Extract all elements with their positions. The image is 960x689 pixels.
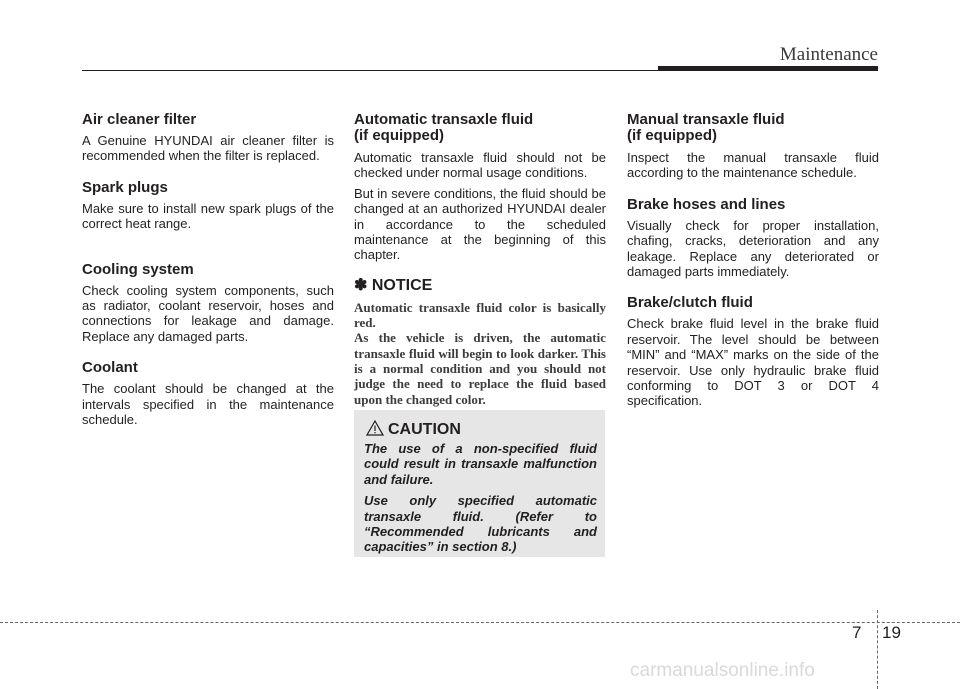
page-header-title: Maintenance (779, 44, 878, 65)
section-spark-plugs (82, 180, 334, 232)
footer-rule (0, 622, 960, 623)
section-title (627, 112, 879, 144)
section-title: Cooling system (82, 260, 194, 278)
caution-title: CAUTION (388, 421, 461, 438)
header-rule (82, 70, 658, 71)
notice-title: ✽ NOTICE (354, 276, 433, 294)
section-title (354, 112, 606, 144)
section-cooling-system (82, 262, 334, 345)
column-2 (354, 112, 606, 407)
title-line-2: (if equipped) (627, 127, 717, 144)
section-air-cleaner (82, 112, 334, 164)
caution-box (354, 410, 605, 557)
caution-text: The use of a non-specified fluid could result in transaxle malfunction and failure. (364, 441, 597, 487)
warning-triangle-icon (366, 420, 384, 436)
paragraph: Automatic transaxle fluid should not be checked under normal usage conditions. (354, 150, 606, 181)
section-body: Check brake fluid level in the brake fluid reservoir. The level should be between “MIN” and “MAX” marks on the side of the reservoir. Use only hydraulic brake fluid conforming to DOT 3 or DOT 4 specification. (627, 316, 879, 409)
column-1 (82, 112, 334, 443)
section-title: Coolant (82, 359, 138, 377)
section-body: The coolant should be changed at the intervals specified in the maintenance schedule. (82, 381, 334, 428)
section-brake-hoses (627, 197, 879, 280)
column-3 (627, 112, 879, 425)
section-body: A Genuine HYUNDAI air cleaner filter is recommended when the filter is replaced. (82, 133, 334, 164)
paragraph: But in severe conditions, the fluid should be changed at an authorized HYUNDAI dealer in accordance to the scheduled maintenance at the beginning of this chapter. (354, 185, 606, 263)
notice-text: As the vehicle is driven, the automatic transaxle fluid will begin to look darker. This is a normal condition and you should not judge the need to replace the fluid based upon the changed color. (354, 330, 606, 407)
watermark: carmanualsonline.info (630, 660, 815, 681)
page-number: 19 (882, 623, 901, 642)
section-coolant (82, 360, 334, 427)
notice-text: Automatic transaxle fluid color is basically red. (354, 299, 606, 331)
section-manual-transaxle (627, 112, 879, 181)
header-rule-thick (658, 66, 878, 71)
caution-text: Use only specified automatic transaxle fluid. (Refer to “Recommended lubricants and capacities” in section 8.) (364, 493, 597, 555)
section-title: Spark plugs (82, 178, 168, 196)
section-body: Visually check for proper installation, chafing, cracks, deterioration and any leakage. Replace any deteriorated or damaged parts immediately. (627, 217, 879, 280)
footer-separator (877, 610, 878, 689)
section-title: Brake/clutch fluid (627, 294, 753, 312)
section-brake-fluid (627, 295, 879, 408)
section-body: Make sure to install new spark plugs of the correct heat range. (82, 200, 334, 232)
section-body: Check cooling system components, such as radiator, coolant reservoir, hoses and connections for leakage and damage. Replace any damaged parts. (82, 282, 334, 344)
title-line-1: Automatic transaxle fluid (354, 111, 534, 128)
caution-body (364, 441, 597, 561)
title-line-1: Manual transaxle fluid (627, 111, 785, 128)
section-title: Brake hoses and lines (627, 195, 786, 213)
chapter-number: 7 (852, 623, 862, 642)
section-body: Inspect the manual transaxle fluid according to the maintenance schedule. (627, 150, 879, 181)
title-line-2: (if equipped) (354, 127, 444, 144)
section-title: Air cleaner filter (82, 111, 197, 128)
